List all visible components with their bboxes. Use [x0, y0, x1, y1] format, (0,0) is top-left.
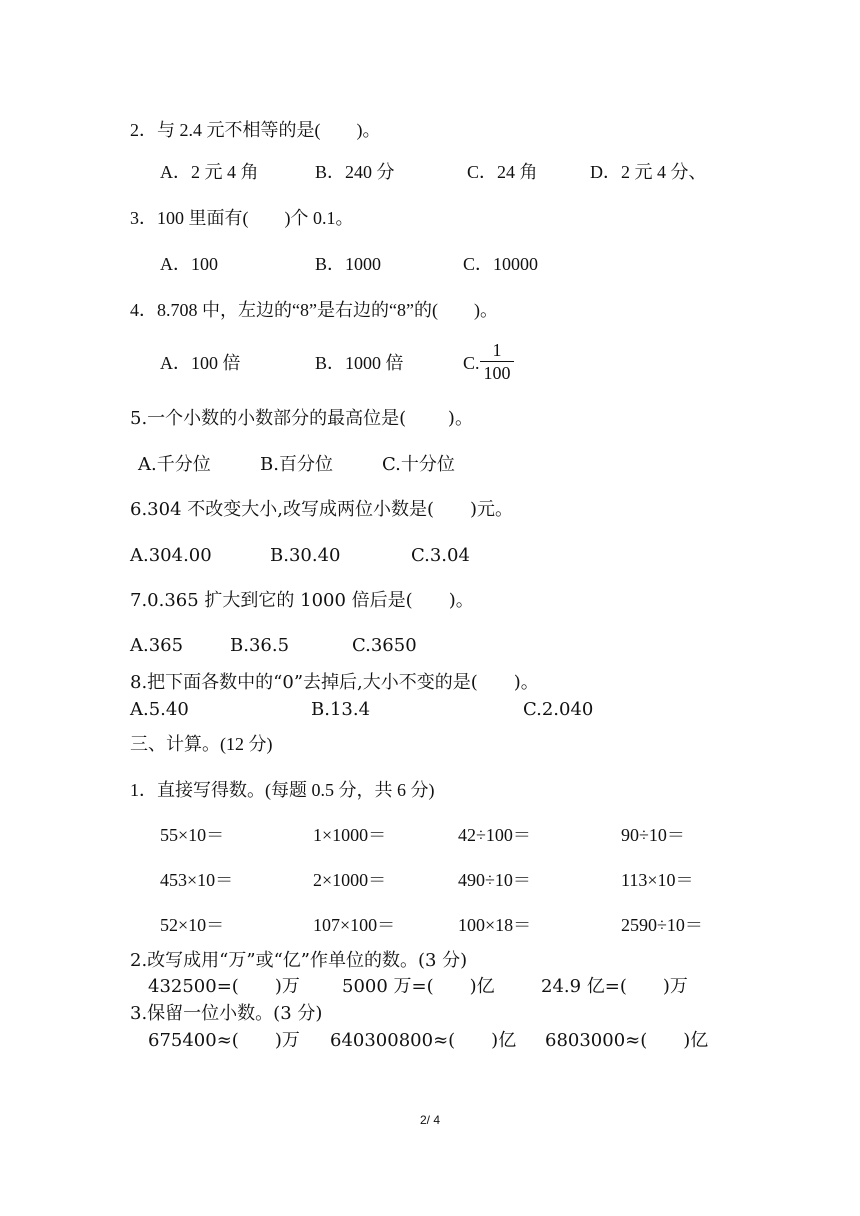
- calculation-cell: 107×100＝: [313, 915, 396, 935]
- unit-conversion-item: 432500=( )万: [148, 976, 300, 997]
- page-number: 2/ 4: [419, 1113, 440, 1127]
- question-8-option-b: B.13.4: [311, 699, 371, 720]
- question-7-option-a: A.365: [130, 635, 184, 656]
- section-3-part-3-title: 3.保留一位小数。(3 分): [130, 1003, 323, 1024]
- question-4-stem: 4．8.708 中，左边的“8”是右边的“8”的( )。: [130, 300, 498, 320]
- question-8-option-a: A.5.40: [130, 699, 189, 720]
- section-3-title: 三、计算。(12 分): [130, 734, 273, 754]
- question-7-option-b: B.36.5: [230, 635, 290, 656]
- rounding-item: 675400≈( )万: [148, 1030, 300, 1051]
- question-4-option-b: B．1000 倍: [315, 353, 404, 373]
- question-4-option-a: A．100 倍: [160, 353, 241, 373]
- question-6-option-c: C.3.04: [411, 545, 470, 566]
- question-2-option-d: D．2 元 4 分、: [590, 162, 707, 182]
- question-5-stem: 5.一个小数的小数部分的最高位是( )。: [130, 408, 473, 429]
- question-7-option-c: C.3650: [352, 635, 417, 656]
- question-5-option-c: C.十分位: [382, 454, 455, 475]
- question-5-option-b: B.百分位: [260, 454, 333, 475]
- question-3-option-a: A．100: [160, 254, 218, 274]
- question-6-option-a: A.304.00: [130, 545, 212, 566]
- question-8-stem: 8.把下面各数中的“0”去掉后,大小不变的是( )。: [130, 672, 539, 693]
- unit-conversion-item: 5000 万=( )亿: [342, 976, 495, 997]
- calculation-row-2: [160, 868, 720, 892]
- question-4-option-c-fraction: [480, 340, 514, 383]
- section-3-part-1-title: 1．直接写得数。(每题 0.5 分，共 6 分): [130, 780, 435, 800]
- rounding-item: 640300800≈( )亿: [330, 1030, 517, 1051]
- question-2-options: [160, 160, 780, 184]
- calculation-cell: 453×10＝: [160, 870, 234, 890]
- question-2-option-a: A．2 元 4 角: [160, 162, 259, 182]
- question-5-options: [138, 453, 618, 477]
- question-4-option-c: C.: [463, 353, 480, 373]
- calculation-cell: 100×18＝: [458, 915, 532, 935]
- question-6-option-b: B.30.40: [270, 545, 341, 566]
- calculation-cell: 55×10＝: [160, 825, 225, 845]
- question-2-option-b: B．240 分: [315, 162, 395, 182]
- question-3-options: [160, 252, 680, 276]
- unit-conversion-items: [148, 975, 728, 999]
- question-2-option-c: C．24 角: [467, 162, 538, 182]
- calculation-cell: 42÷100＝: [458, 825, 531, 845]
- question-7-stem: 7.0.365 扩大到它的 1000 倍后是( )。: [130, 590, 474, 611]
- calculation-cell: 2590÷10＝: [621, 915, 703, 935]
- question-8-options: [130, 698, 730, 722]
- question-4-options: [160, 340, 680, 387]
- question-3-stem: 3．100 里面有( )个 0.1。: [130, 208, 354, 228]
- rounding-item: 6803000≈( )亿: [545, 1030, 709, 1051]
- fraction-denominator: 100: [483, 363, 511, 383]
- calculation-cell: 1×1000＝: [313, 825, 387, 845]
- unit-conversion-item: 24.9 亿=( )万: [541, 976, 688, 997]
- fraction-numerator: 1: [480, 340, 514, 362]
- rounding-items: [148, 1029, 728, 1053]
- calculation-cell: 490÷10＝: [458, 870, 531, 890]
- question-3-option-b: B．1000: [315, 254, 382, 274]
- question-7-options: [130, 634, 630, 658]
- calculation-cell: 52×10＝: [160, 915, 225, 935]
- question-2-stem: 2．与 2.4 元不相等的是( )。: [130, 120, 381, 140]
- calculation-row-3: [160, 913, 720, 937]
- question-5-option-a: A.千分位: [138, 454, 211, 475]
- section-3-part-2-title: 2.改写成用“万”或“亿”作单位的数。(3 分): [130, 950, 468, 971]
- question-6-stem: 6.304 不改变大小,改写成两位小数是( )元。: [130, 499, 514, 520]
- question-3-option-c: C．10000: [463, 254, 539, 274]
- question-8-option-c: C.2.040: [523, 699, 594, 720]
- calculation-cell: 90÷10＝: [621, 825, 685, 845]
- calculation-cell: 2×1000＝: [313, 870, 387, 890]
- calculation-cell: 113×10＝: [621, 870, 694, 890]
- calculation-row-1: [160, 823, 720, 847]
- question-6-options: [130, 544, 630, 568]
